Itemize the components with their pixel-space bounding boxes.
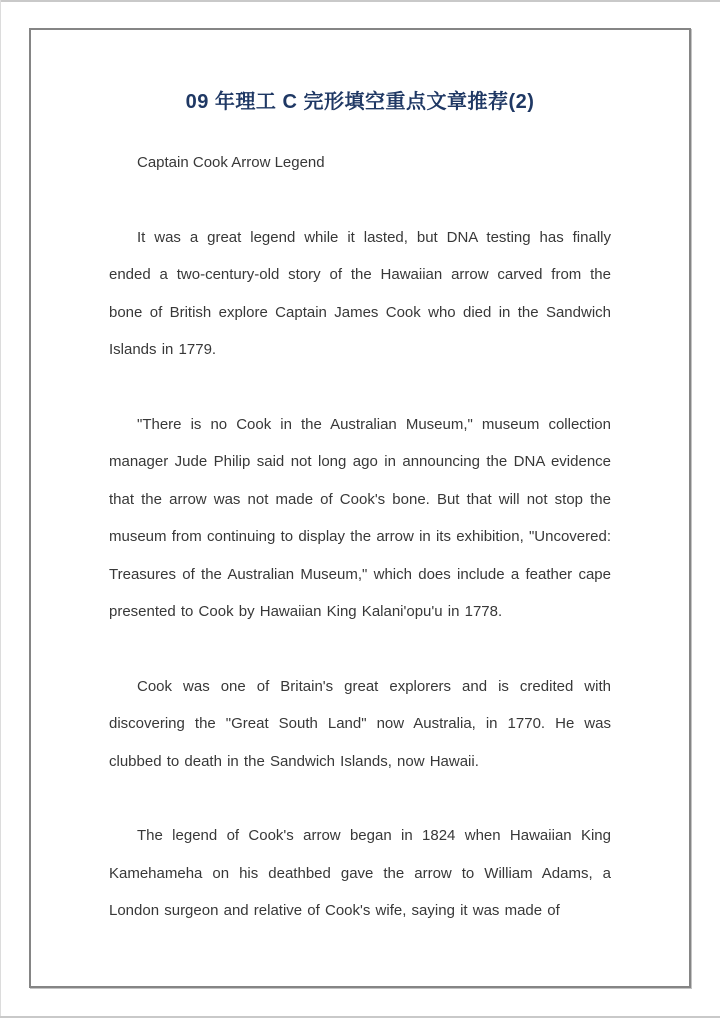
document-title: 09 年理工 C 完形填空重点文章推荐(2)	[185, 91, 535, 113]
document-page	[29, 28, 691, 988]
article-heading: Captain Cook Arrow Legend	[137, 154, 325, 171]
paragraph-3: Cook was one of Britain's great explorers and is credited with discovering the "Great South Land" now Australia, in 1770. He was clubbed to death in the Sandwich Islands, now Hawaii.	[109, 677, 611, 770]
viewport-left-edge	[0, 0, 1, 1018]
paragraph-1: It was a great legend while it lasted, but DNA testing has finally ended a two-century-old story of the Hawaiian arrow carved from the bone of British explore Captain James Cook who died in the Sandwich Islands in 1779.	[109, 228, 611, 358]
paragraph-4: The legend of Cook's arrow began in 1824 when Hawaiian King Kamehameha on his deathbed gave the arrow to William Adams, a London surgeon and relative of Cook's wife, saying it was made of	[109, 827, 611, 919]
viewport-top-edge	[0, 0, 720, 2]
paragraph-2: "There is no Cook in the Australian Museum," museum collection manager Jude Philip said not long ago in announcing the DNA evidence that the arrow was not made of Cook's bone. But that will not stop the museum from continuing to display the arrow in its exhibition, "Uncovered: Treasures of the Australian Museum," which does include a feather cape presented to Cook by Hawaiian King Kalani'opu'u in 1778.	[109, 415, 611, 620]
